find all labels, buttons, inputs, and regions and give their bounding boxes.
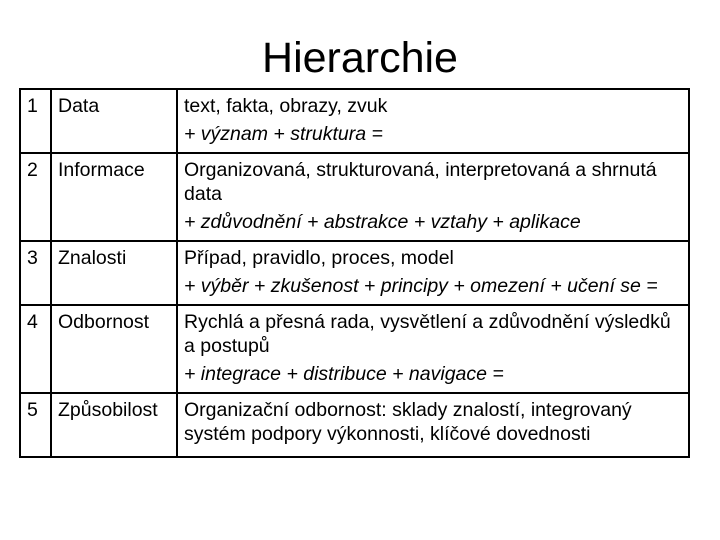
row-addition: + význam + struktura = bbox=[184, 123, 383, 145]
table-row bbox=[20, 305, 689, 393]
table-row bbox=[20, 89, 689, 153]
row-description: Případ, pravidlo, proces, model bbox=[184, 247, 454, 269]
row-addition: + zdůvodnění + abstrakce + vztahy + aplikace bbox=[184, 211, 581, 233]
row-term: Způsobilost bbox=[51, 393, 177, 457]
row-number: 3 bbox=[20, 241, 51, 305]
row-description-cell bbox=[177, 89, 689, 153]
hierarchy-table bbox=[19, 88, 690, 458]
row-description-cell bbox=[177, 153, 689, 241]
row-term: Informace bbox=[51, 153, 177, 241]
row-number: 5 bbox=[20, 393, 51, 457]
row-addition: + výběr + zkušenost + principy + omezení + učení se = bbox=[184, 275, 658, 297]
row-term: Znalosti bbox=[51, 241, 177, 305]
row-description: Rychlá a přesná rada, vysvětlení a zdůvodnění výsledků a postupů bbox=[184, 311, 671, 357]
row-description-cell bbox=[177, 393, 689, 457]
row-description: Organizovaná, strukturovaná, interpretovaná a shrnutá data bbox=[184, 159, 657, 205]
row-number: 1 bbox=[20, 89, 51, 153]
row-description-cell bbox=[177, 305, 689, 393]
row-description: Organizační odbornost: sklady znalostí, integrovaný systém podpory výkonnosti, klíčové dovednosti bbox=[184, 399, 632, 445]
row-term: Data bbox=[51, 89, 177, 153]
row-addition: + integrace + distribuce + navigace = bbox=[184, 363, 504, 385]
row-description: text, fakta, obrazy, zvuk bbox=[184, 95, 388, 117]
table-row bbox=[20, 153, 689, 241]
row-number: 2 bbox=[20, 153, 51, 241]
table-row bbox=[20, 393, 689, 457]
row-number: 4 bbox=[20, 305, 51, 393]
table-row bbox=[20, 241, 689, 305]
row-description-cell bbox=[177, 241, 689, 305]
row-term: Odbornost bbox=[51, 305, 177, 393]
slide-title: Hierarchie bbox=[262, 34, 458, 82]
